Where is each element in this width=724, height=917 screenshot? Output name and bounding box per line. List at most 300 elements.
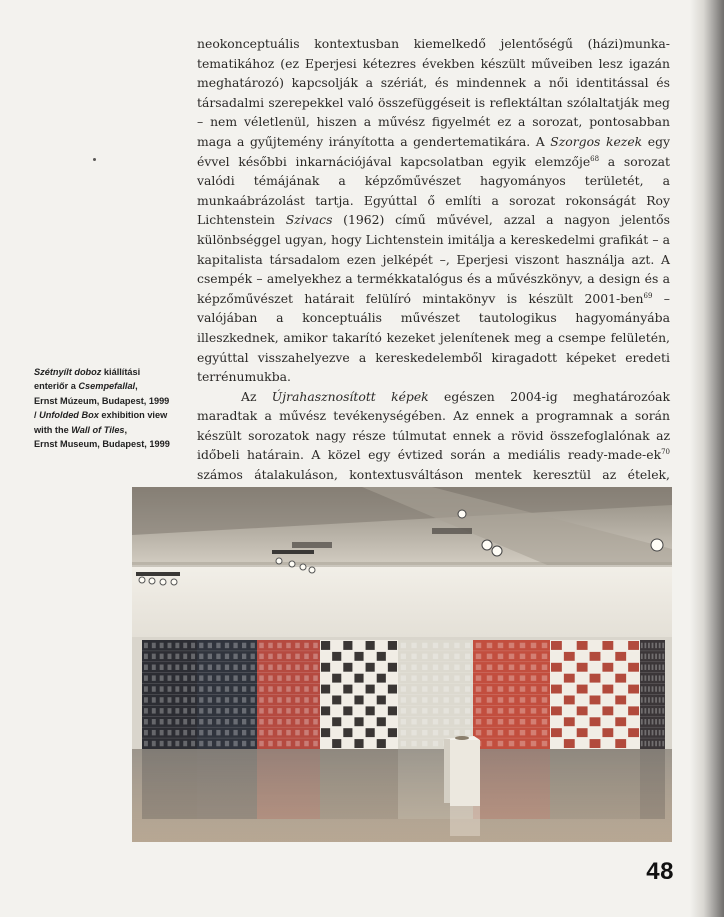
tile	[183, 675, 187, 680]
tile	[648, 675, 650, 680]
tile	[652, 719, 654, 724]
tile	[648, 686, 650, 691]
tile	[487, 730, 493, 735]
tile-panel	[197, 640, 257, 749]
tile	[144, 675, 148, 680]
tile	[509, 708, 515, 713]
tile	[168, 708, 172, 713]
tile	[465, 654, 470, 659]
tile	[509, 697, 515, 702]
tile	[251, 665, 255, 670]
tile	[388, 706, 397, 715]
tile	[662, 719, 664, 724]
tile	[208, 686, 212, 691]
tile	[487, 654, 493, 659]
tile	[520, 643, 526, 648]
tile	[277, 719, 282, 724]
tile	[652, 686, 654, 691]
tile	[590, 674, 601, 683]
tile	[216, 708, 220, 713]
tile	[433, 730, 438, 735]
tile	[354, 717, 363, 726]
tile	[183, 697, 187, 702]
pedestal-reflection	[450, 806, 480, 836]
caption-venue-hu: Ernst Múzeum, Budapest, 1999	[34, 395, 170, 406]
tile	[648, 643, 650, 648]
tile	[498, 675, 504, 680]
tile	[531, 643, 537, 648]
tile	[286, 708, 291, 713]
tile	[531, 741, 537, 746]
tile	[208, 697, 212, 702]
tile	[152, 708, 156, 713]
pedestal-object	[455, 736, 469, 740]
tile	[168, 730, 172, 735]
tile	[401, 643, 406, 648]
text-run: neokonceptuális kontextusban kiemelkedő jelentőségű (házi)munka-tematikához (ez Eperjesi kétezres években készült műveiben lesz igazán meghatározó) kapcsolják a szériát, és mindennek a női identitással és társadalmi szerepekkel való összefüggéseit is reflektáltan szólaltatják meg – nem véletlenül, hiszen a művész figyelmét ez a sorozat, pontosabban maga a gyűjtemény irányította a gendertematikára. A	[197, 36, 670, 149]
caption-text: ,	[124, 424, 128, 435]
tile	[433, 686, 438, 691]
tile	[444, 730, 449, 735]
tile	[160, 665, 164, 670]
tile	[644, 741, 646, 746]
tile	[662, 741, 664, 746]
tile	[401, 708, 406, 713]
tile	[216, 719, 220, 724]
tile	[242, 686, 246, 691]
tile	[168, 654, 172, 659]
tile	[542, 654, 548, 659]
tile	[411, 665, 416, 670]
tile	[377, 652, 386, 661]
spotlight-icon	[289, 561, 295, 567]
tile	[655, 665, 657, 670]
tile	[641, 675, 643, 680]
tile	[268, 741, 273, 746]
text-run: (1962) című művével, azzal a nagyon jelentős különbséggel ugyan, hogy Lichtenstein imitálja a kereskedelmi grafikát – a kapitalista társadalom ezen jelképét –, Eperjesi viszont használja azt. A csempék – amelyekhez a termékkatalógus és a művészkönyv, a design és a képzőművészet határait felülíró mintakönyv is készült 2001-ben	[197, 212, 670, 306]
tile	[487, 719, 493, 724]
tile	[168, 741, 172, 746]
tile	[444, 643, 449, 648]
tile	[268, 654, 273, 659]
tile	[659, 730, 661, 735]
tile	[191, 741, 195, 746]
spotlight-icon	[276, 558, 282, 564]
tile	[542, 697, 548, 702]
tile	[377, 696, 386, 705]
tile	[487, 697, 493, 702]
tile	[520, 665, 526, 670]
tile	[268, 708, 273, 713]
tile	[422, 675, 427, 680]
tile	[321, 728, 330, 737]
tile	[509, 675, 515, 680]
spotlight-icon	[651, 539, 663, 551]
tile	[259, 730, 264, 735]
tile	[175, 697, 179, 702]
tile	[175, 741, 179, 746]
tile	[644, 730, 646, 735]
tile	[313, 686, 318, 691]
tile	[354, 696, 363, 705]
tile	[259, 741, 264, 746]
tile	[411, 654, 416, 659]
tile	[304, 686, 309, 691]
tile	[152, 719, 156, 724]
tile	[286, 697, 291, 702]
tile	[590, 652, 601, 661]
tile	[401, 719, 406, 724]
tile	[321, 706, 330, 715]
tile	[644, 708, 646, 713]
tile	[509, 730, 515, 735]
tile-panel	[550, 640, 640, 749]
tile	[168, 686, 172, 691]
tile	[520, 654, 526, 659]
tile	[542, 686, 548, 691]
tile	[208, 719, 212, 724]
tile	[313, 730, 318, 735]
tile	[286, 730, 291, 735]
tile	[411, 643, 416, 648]
tile	[454, 708, 459, 713]
tile	[304, 643, 309, 648]
tile	[286, 675, 291, 680]
ceiling-edge	[132, 562, 672, 567]
tile	[225, 675, 229, 680]
tile	[233, 665, 237, 670]
tile	[191, 686, 195, 691]
tile	[233, 654, 237, 659]
tile	[354, 652, 363, 661]
tile	[259, 665, 264, 670]
tile	[191, 665, 195, 670]
tile	[286, 665, 291, 670]
tile	[628, 685, 639, 694]
tile	[602, 641, 613, 650]
tile	[295, 654, 300, 659]
tile	[304, 730, 309, 735]
tile	[242, 730, 246, 735]
tile	[268, 719, 273, 724]
tile	[401, 686, 406, 691]
tile	[216, 665, 220, 670]
tile	[225, 741, 229, 746]
page-number: 48	[646, 858, 674, 885]
tile	[191, 643, 195, 648]
tile	[655, 719, 657, 724]
tile	[183, 643, 187, 648]
tile	[577, 663, 588, 672]
tile	[354, 674, 363, 683]
tile	[268, 730, 273, 735]
tile	[411, 708, 416, 713]
tile	[183, 719, 187, 724]
tile	[144, 697, 148, 702]
tile	[465, 697, 470, 702]
tile	[454, 697, 459, 702]
tile	[444, 686, 449, 691]
tile	[542, 741, 548, 746]
tile-wall	[142, 640, 665, 749]
tile	[268, 675, 273, 680]
tile	[628, 706, 639, 715]
footnote-ref: 68	[590, 154, 600, 163]
tile	[644, 654, 646, 659]
tile	[659, 643, 661, 648]
tile	[183, 708, 187, 713]
work-title: Szorgos kezek	[550, 133, 643, 149]
tile	[259, 697, 264, 702]
tile	[662, 708, 664, 713]
tile	[648, 708, 650, 713]
tile	[531, 665, 537, 670]
tile	[304, 741, 309, 746]
tile	[354, 739, 363, 748]
tile	[628, 728, 639, 737]
tile	[487, 708, 493, 713]
tile	[321, 641, 330, 650]
footnote-ref: 69	[643, 291, 653, 300]
tile	[641, 643, 643, 648]
caption-title-en: Unfolded Box	[39, 410, 99, 421]
tile	[648, 730, 650, 735]
tile	[277, 675, 282, 680]
tile	[304, 654, 309, 659]
spotlight-icon	[458, 510, 466, 518]
tile	[251, 741, 255, 746]
tile	[295, 675, 300, 680]
tile	[509, 665, 515, 670]
tile	[259, 686, 264, 691]
tile	[377, 717, 386, 726]
tile	[259, 675, 264, 680]
tile	[168, 643, 172, 648]
tile	[509, 686, 515, 691]
tile	[332, 696, 341, 705]
tile	[577, 728, 588, 737]
tile	[242, 675, 246, 680]
tile	[498, 643, 504, 648]
tile	[160, 730, 164, 735]
caption-text: /	[34, 410, 40, 421]
tile	[644, 643, 646, 648]
tile	[465, 708, 470, 713]
tile	[233, 643, 237, 648]
tile	[251, 686, 255, 691]
tile	[216, 654, 220, 659]
tile	[648, 741, 650, 746]
tile	[199, 643, 203, 648]
tile	[476, 665, 482, 670]
tile	[295, 643, 300, 648]
tile	[191, 719, 195, 724]
tile	[160, 675, 164, 680]
tile	[422, 654, 427, 659]
tile	[509, 654, 515, 659]
tile	[175, 654, 179, 659]
tile	[454, 675, 459, 680]
tile	[655, 697, 657, 702]
tile	[233, 697, 237, 702]
tile	[216, 730, 220, 735]
tile	[476, 686, 482, 691]
tile	[144, 730, 148, 735]
tile	[199, 686, 203, 691]
tile	[498, 741, 504, 746]
tile	[208, 665, 212, 670]
tile	[175, 675, 179, 680]
tile	[652, 730, 654, 735]
tile	[422, 686, 427, 691]
tile	[433, 708, 438, 713]
tile	[183, 686, 187, 691]
tile	[465, 643, 470, 648]
tile	[433, 665, 438, 670]
tile	[655, 675, 657, 680]
tile	[551, 685, 562, 694]
tile	[168, 697, 172, 702]
tile	[208, 675, 212, 680]
tile	[225, 643, 229, 648]
tile	[411, 697, 416, 702]
tile	[225, 708, 229, 713]
tile	[388, 685, 397, 694]
text-run: a sorozat valódi témájának a képzőművészet hagyományos területét, a munkaábrázolást tartja. Egyúttal ő említi a sorozat rokonságát Roy Lichtenstein	[197, 153, 670, 228]
tile	[251, 654, 255, 659]
tile	[199, 719, 203, 724]
tile	[520, 697, 526, 702]
tile	[641, 654, 643, 659]
tile	[659, 719, 661, 724]
spotlight-icon	[300, 564, 306, 570]
tile	[659, 675, 661, 680]
tile	[251, 643, 255, 648]
tile	[422, 643, 427, 648]
tile	[160, 697, 164, 702]
tile	[233, 741, 237, 746]
tile	[208, 643, 212, 648]
tile	[366, 706, 375, 715]
tile	[286, 654, 291, 659]
tile	[168, 675, 172, 680]
tile	[465, 686, 470, 691]
tile	[662, 686, 664, 691]
caption-title-hu: Szétnyílt doboz	[34, 367, 102, 377]
text-run: egy évvel későbbi inkarnációjával kapcsolatban egyik elemzője	[197, 133, 671, 169]
tile	[655, 654, 657, 659]
floor-reflections	[132, 749, 672, 842]
tile	[168, 719, 172, 724]
tile	[233, 686, 237, 691]
tile	[191, 708, 195, 713]
tile	[332, 739, 341, 748]
tile	[615, 652, 626, 661]
tile	[259, 643, 264, 648]
tile	[655, 730, 657, 735]
tile	[498, 665, 504, 670]
tile	[242, 741, 246, 746]
tile	[444, 654, 449, 659]
floor-shade	[132, 749, 672, 842]
figure-caption	[34, 365, 184, 451]
tile	[590, 696, 601, 705]
tile	[199, 741, 203, 746]
tile	[602, 663, 613, 672]
tile	[233, 675, 237, 680]
tile	[433, 643, 438, 648]
tile	[662, 643, 664, 648]
light-track	[136, 572, 180, 576]
tile	[602, 685, 613, 694]
tile	[433, 697, 438, 702]
tile	[175, 643, 179, 648]
spotlight-icon	[139, 577, 145, 583]
tile	[520, 741, 526, 746]
tile	[590, 717, 601, 726]
tile	[615, 717, 626, 726]
tile	[286, 719, 291, 724]
tile	[268, 643, 273, 648]
tile	[144, 741, 148, 746]
tile	[199, 654, 203, 659]
tile	[476, 697, 482, 702]
caption-text: ,	[135, 381, 138, 392]
tile	[277, 654, 282, 659]
tile	[498, 697, 504, 702]
tile	[641, 697, 643, 702]
tile	[433, 719, 438, 724]
tile	[531, 686, 537, 691]
work-title: Újrahasznosított képek	[271, 388, 429, 404]
tile	[313, 675, 318, 680]
tile	[433, 654, 438, 659]
tile	[454, 643, 459, 648]
tile	[152, 643, 156, 648]
tile	[377, 674, 386, 683]
tile	[652, 665, 654, 670]
tile	[411, 719, 416, 724]
tile	[531, 654, 537, 659]
tile	[286, 686, 291, 691]
tile	[259, 719, 264, 724]
tile	[615, 674, 626, 683]
ceiling-vent	[292, 542, 332, 548]
text-run: számos átalakuláson, kontextusváltáson mentek keresztül az ételek,	[197, 467, 670, 483]
tile	[520, 675, 526, 680]
tile	[225, 665, 229, 670]
tile	[401, 665, 406, 670]
tile	[411, 675, 416, 680]
tile	[144, 686, 148, 691]
tile	[401, 741, 406, 746]
tile	[304, 697, 309, 702]
tile	[644, 675, 646, 680]
tile	[277, 741, 282, 746]
tile	[641, 730, 643, 735]
tile	[454, 730, 459, 735]
tile	[602, 706, 613, 715]
tile	[411, 730, 416, 735]
tile	[655, 643, 657, 648]
tile	[602, 728, 613, 737]
tile	[444, 697, 449, 702]
tile	[343, 685, 352, 694]
tile	[487, 643, 493, 648]
tile	[251, 730, 255, 735]
tile	[465, 730, 470, 735]
tile	[433, 675, 438, 680]
